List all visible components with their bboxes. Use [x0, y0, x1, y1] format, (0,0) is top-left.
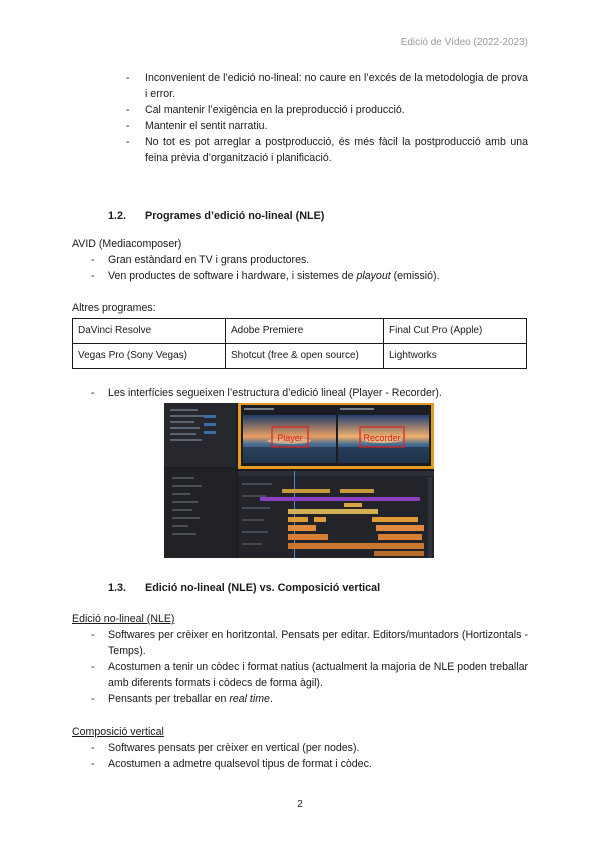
nle-interface-screenshot	[164, 403, 434, 558]
list-item: - Ven productes de software i hardware, i sistemes de playout (emissió).	[108, 268, 528, 284]
vertical-list	[108, 740, 528, 772]
list-item: - Softwares per crèixer en horitzontal. Pensats per editar. Editors/muntadors (Hortizontals - Temps).	[108, 627, 528, 659]
table-row	[73, 319, 527, 344]
table-cell: Final Cut Pro (Apple)	[384, 319, 527, 344]
nle-label: Edició no-lineal (NLE)	[72, 613, 175, 625]
list-item: - Les interfícies segueixen l’estructura d’edició lineal (Player - Recorder).	[108, 385, 528, 401]
running-header: Edició de Vídeo (2022-2023)	[400, 37, 528, 48]
player-label: Player	[277, 433, 303, 443]
section-heading-1-3	[108, 580, 380, 596]
table-cell: DaVinci Resolve	[73, 319, 226, 344]
table-row	[73, 344, 527, 369]
section-title: Edició no-lineal (NLE) vs. Composició vertical	[145, 582, 381, 594]
nle-drawbacks-list	[145, 70, 528, 166]
section-number: 1.3.	[108, 582, 127, 594]
editor-illustration	[164, 403, 434, 558]
table-cell: Lightworks	[384, 344, 527, 369]
avid-label: AVID (Mediacomposer)	[72, 238, 182, 250]
list-item: - Acostumen a tenir un còdec i format natius (actualment la majoria de NLE poden treballar amb diferents formats i còdecs de forma àgil).	[108, 659, 528, 691]
recorder-label: Recorder	[363, 433, 401, 443]
section-title: Programes d’edició no-lineal (NLE)	[145, 210, 325, 222]
table-cell: Vegas Pro (Sony Vegas)	[73, 344, 226, 369]
list-item: - Inconvenient de l’edició no-lineal: no caure en l’excés de la metodologia de prova i error.	[145, 70, 528, 102]
page-number: 2	[297, 799, 303, 810]
vertical-label: Composició vertical	[72, 726, 164, 738]
section-number: 1.2.	[108, 210, 127, 222]
list-item: - Pensants per treballar en real time.	[108, 691, 528, 707]
programs-table	[72, 318, 527, 369]
nle-list	[108, 627, 528, 707]
list-item: - Mantenir el sentit narratiu.	[145, 118, 528, 134]
table-cell: Adobe Premiere	[226, 319, 384, 344]
section-heading-1-2	[108, 208, 324, 224]
list-item: - Acostumen a admetre qualsevol tipus de format i còdec.	[108, 756, 528, 772]
effects-panel	[164, 469, 236, 558]
table-cell: Shotcut (free & open source)	[226, 344, 384, 369]
list-item: - Softwares pensats per crèixer en vertical (per nodes).	[108, 740, 528, 756]
other-programs-label: Altres programes:	[72, 302, 156, 314]
avid-list	[108, 252, 528, 284]
list-item: - Cal mantenir l’exigència en la preproducció i producció.	[145, 102, 528, 118]
list-item: - Gran estàndard en TV i grans productores.	[108, 252, 528, 268]
interfaces-list	[108, 385, 528, 401]
list-item: - No tot es pot arreglar a postproducció, és més fàcil la postproducció amb una feina prèvia d’organització i planificació.	[145, 134, 528, 166]
